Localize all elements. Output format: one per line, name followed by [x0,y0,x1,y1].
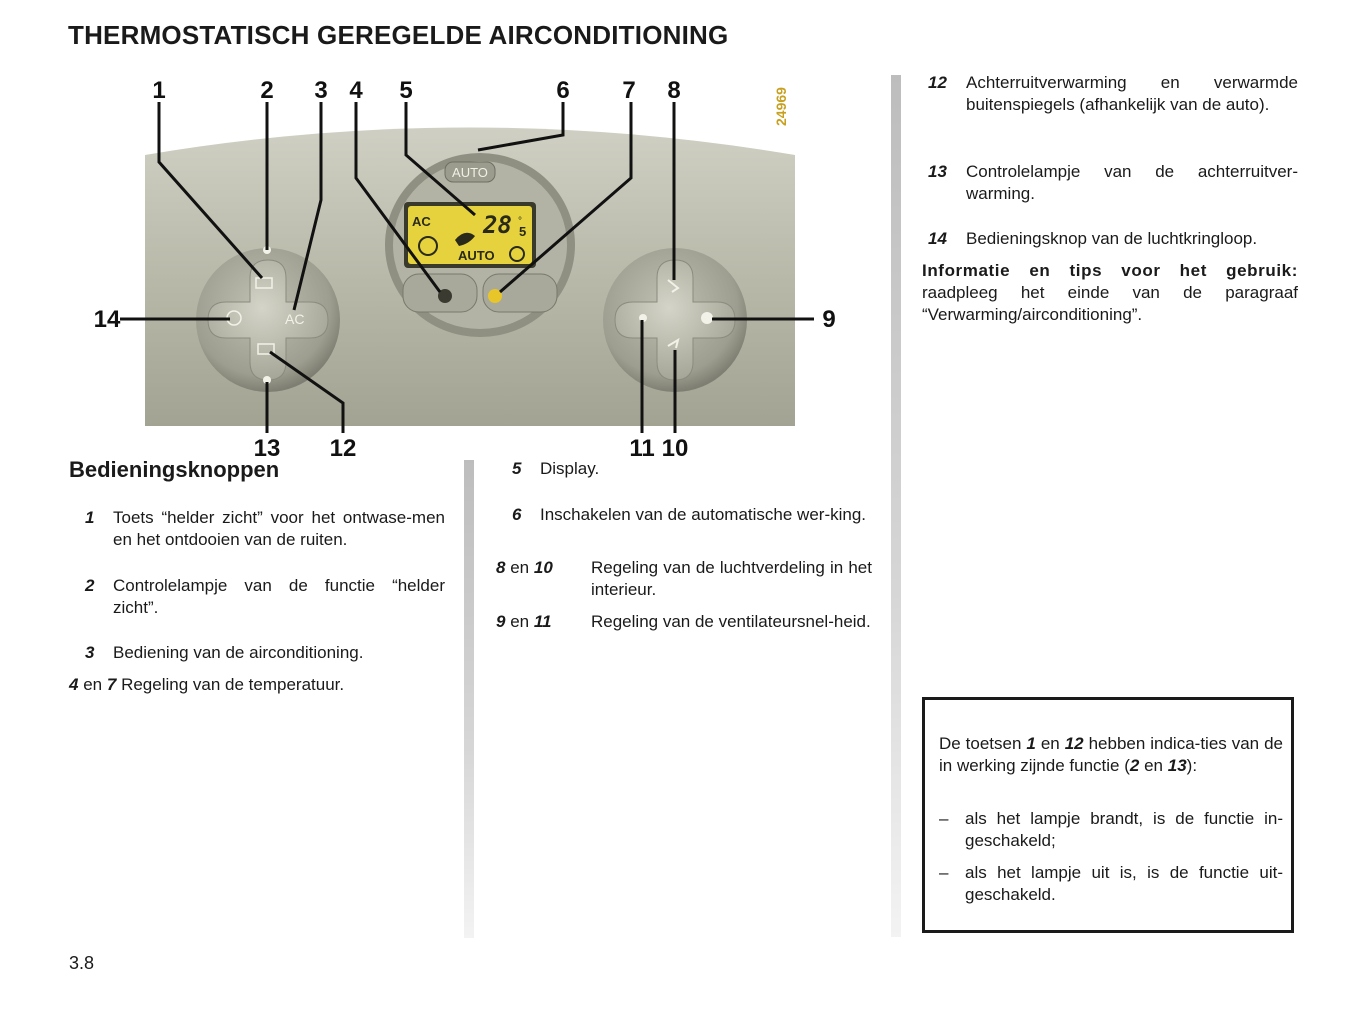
callout-14: 14 [93,306,121,333]
item-text: Toets “helder zicht” voor het ontwase-men en het ontdooien van de ruiten. [113,508,445,549]
item-connector: en [510,558,530,577]
dash-icon: – [939,863,949,882]
callout-13: 13 [253,435,281,460]
info-heading: Informatie en tips voor het gebruik: [922,261,1298,280]
item-number: 12 [928,73,947,92]
bullet-text: als het lampje uit is, is de functie uit-geschakeld. [965,863,1283,904]
item-number: 7 [106,675,117,694]
display-temp-decimal: 5 [519,224,527,239]
item-connector: en [510,612,530,631]
page-title: THERMOSTATISCH GEREGELDE AIRCONDITIONING [68,20,729,50]
callout-7: 7 [622,77,636,104]
item-text: Regeling van de ventilateursnel-heid. [591,612,871,631]
item-number: 4 [69,675,79,694]
callout-11: 11 [629,435,655,460]
item-number: 1 [85,508,95,527]
climate-control-figure [90,70,850,460]
item-text: Display. [540,459,600,478]
note-text: en [1040,734,1060,753]
column-divider [464,460,474,938]
item-number: 14 [928,229,947,248]
item-number: 6 [512,505,522,524]
item-number: 9 [496,612,506,631]
note-text: hebben indica-ties van de in werking zijnde functie ( [939,734,1283,775]
item-number: 10 [533,558,553,577]
info-paragraph [922,260,1298,326]
item-text: Regeling van de luchtverdeling in het interieur. [591,558,872,599]
item-text: Achterruitverwarming en verwarmde buitenspiegels (afhankelijk van de auto). [966,73,1298,114]
dash-icon: – [939,809,949,828]
display-ac: AC [412,214,431,229]
auto-button-label: AUTO [452,165,488,180]
callout-12: 12 [329,435,357,460]
list-item [69,674,445,696]
item-text: Bedieningsknop van de luchtkringloop. [966,229,1258,248]
note-text: ): [1186,756,1198,775]
item-text: Controlelampje van de functie “helder zicht”. [113,576,445,617]
note-key: 1 [1026,734,1036,753]
note-key: 2 [1129,756,1140,775]
item-number: 5 [512,459,522,478]
callout-10: 10 [661,435,689,460]
callout-9: 9 [822,306,836,333]
page-number: 3.8 [69,953,95,973]
note-text: en [1144,756,1163,775]
item-number: 3 [85,643,95,662]
item-number: 13 [928,162,947,181]
item-text: Bediening van de airconditioning. [113,643,364,662]
item-text: Inschakelen van de automatische wer-king. [540,505,867,524]
item-number: 11 [533,612,552,631]
callout-3: 3 [314,77,328,104]
item-number: 2 [85,576,95,595]
note-text: De toetsen [939,734,1022,753]
callout-5: 5 [399,77,413,104]
ac-button-label[interactable]: AC [285,311,305,327]
display-temperature: 28 [483,211,512,239]
item-number: 8 [496,558,506,577]
note-key: 13 [1167,756,1187,775]
item-connector: en [83,675,103,694]
section-title: Bedieningsknoppen [69,457,280,482]
callout-4: 4 [349,77,363,104]
display-degree: ° [518,216,522,227]
item-text: Regeling van de temperatuur. [121,675,345,694]
item-text: Controlelampje van de achterruitver-warming. [966,162,1298,203]
callout-6: 6 [556,77,570,104]
note-paragraph [939,733,1283,777]
callout-2: 2 [260,77,274,104]
display-auto: AUTO [458,248,495,263]
bullet-text: als het lampje brandt, is de functie in-geschakeld; [965,809,1283,850]
note-key: 12 [1064,734,1084,753]
fan-speed-up-icon[interactable] [701,312,713,324]
callout-1: 1 [152,77,166,104]
note-box [922,697,1294,933]
column-divider [891,75,901,937]
callout-8: 8 [667,77,681,104]
info-text: raadpleeg het einde van de paragraaf “Verwarming/airconditioning”. [922,283,1298,324]
figure-ref-code: 24969 [773,87,789,126]
